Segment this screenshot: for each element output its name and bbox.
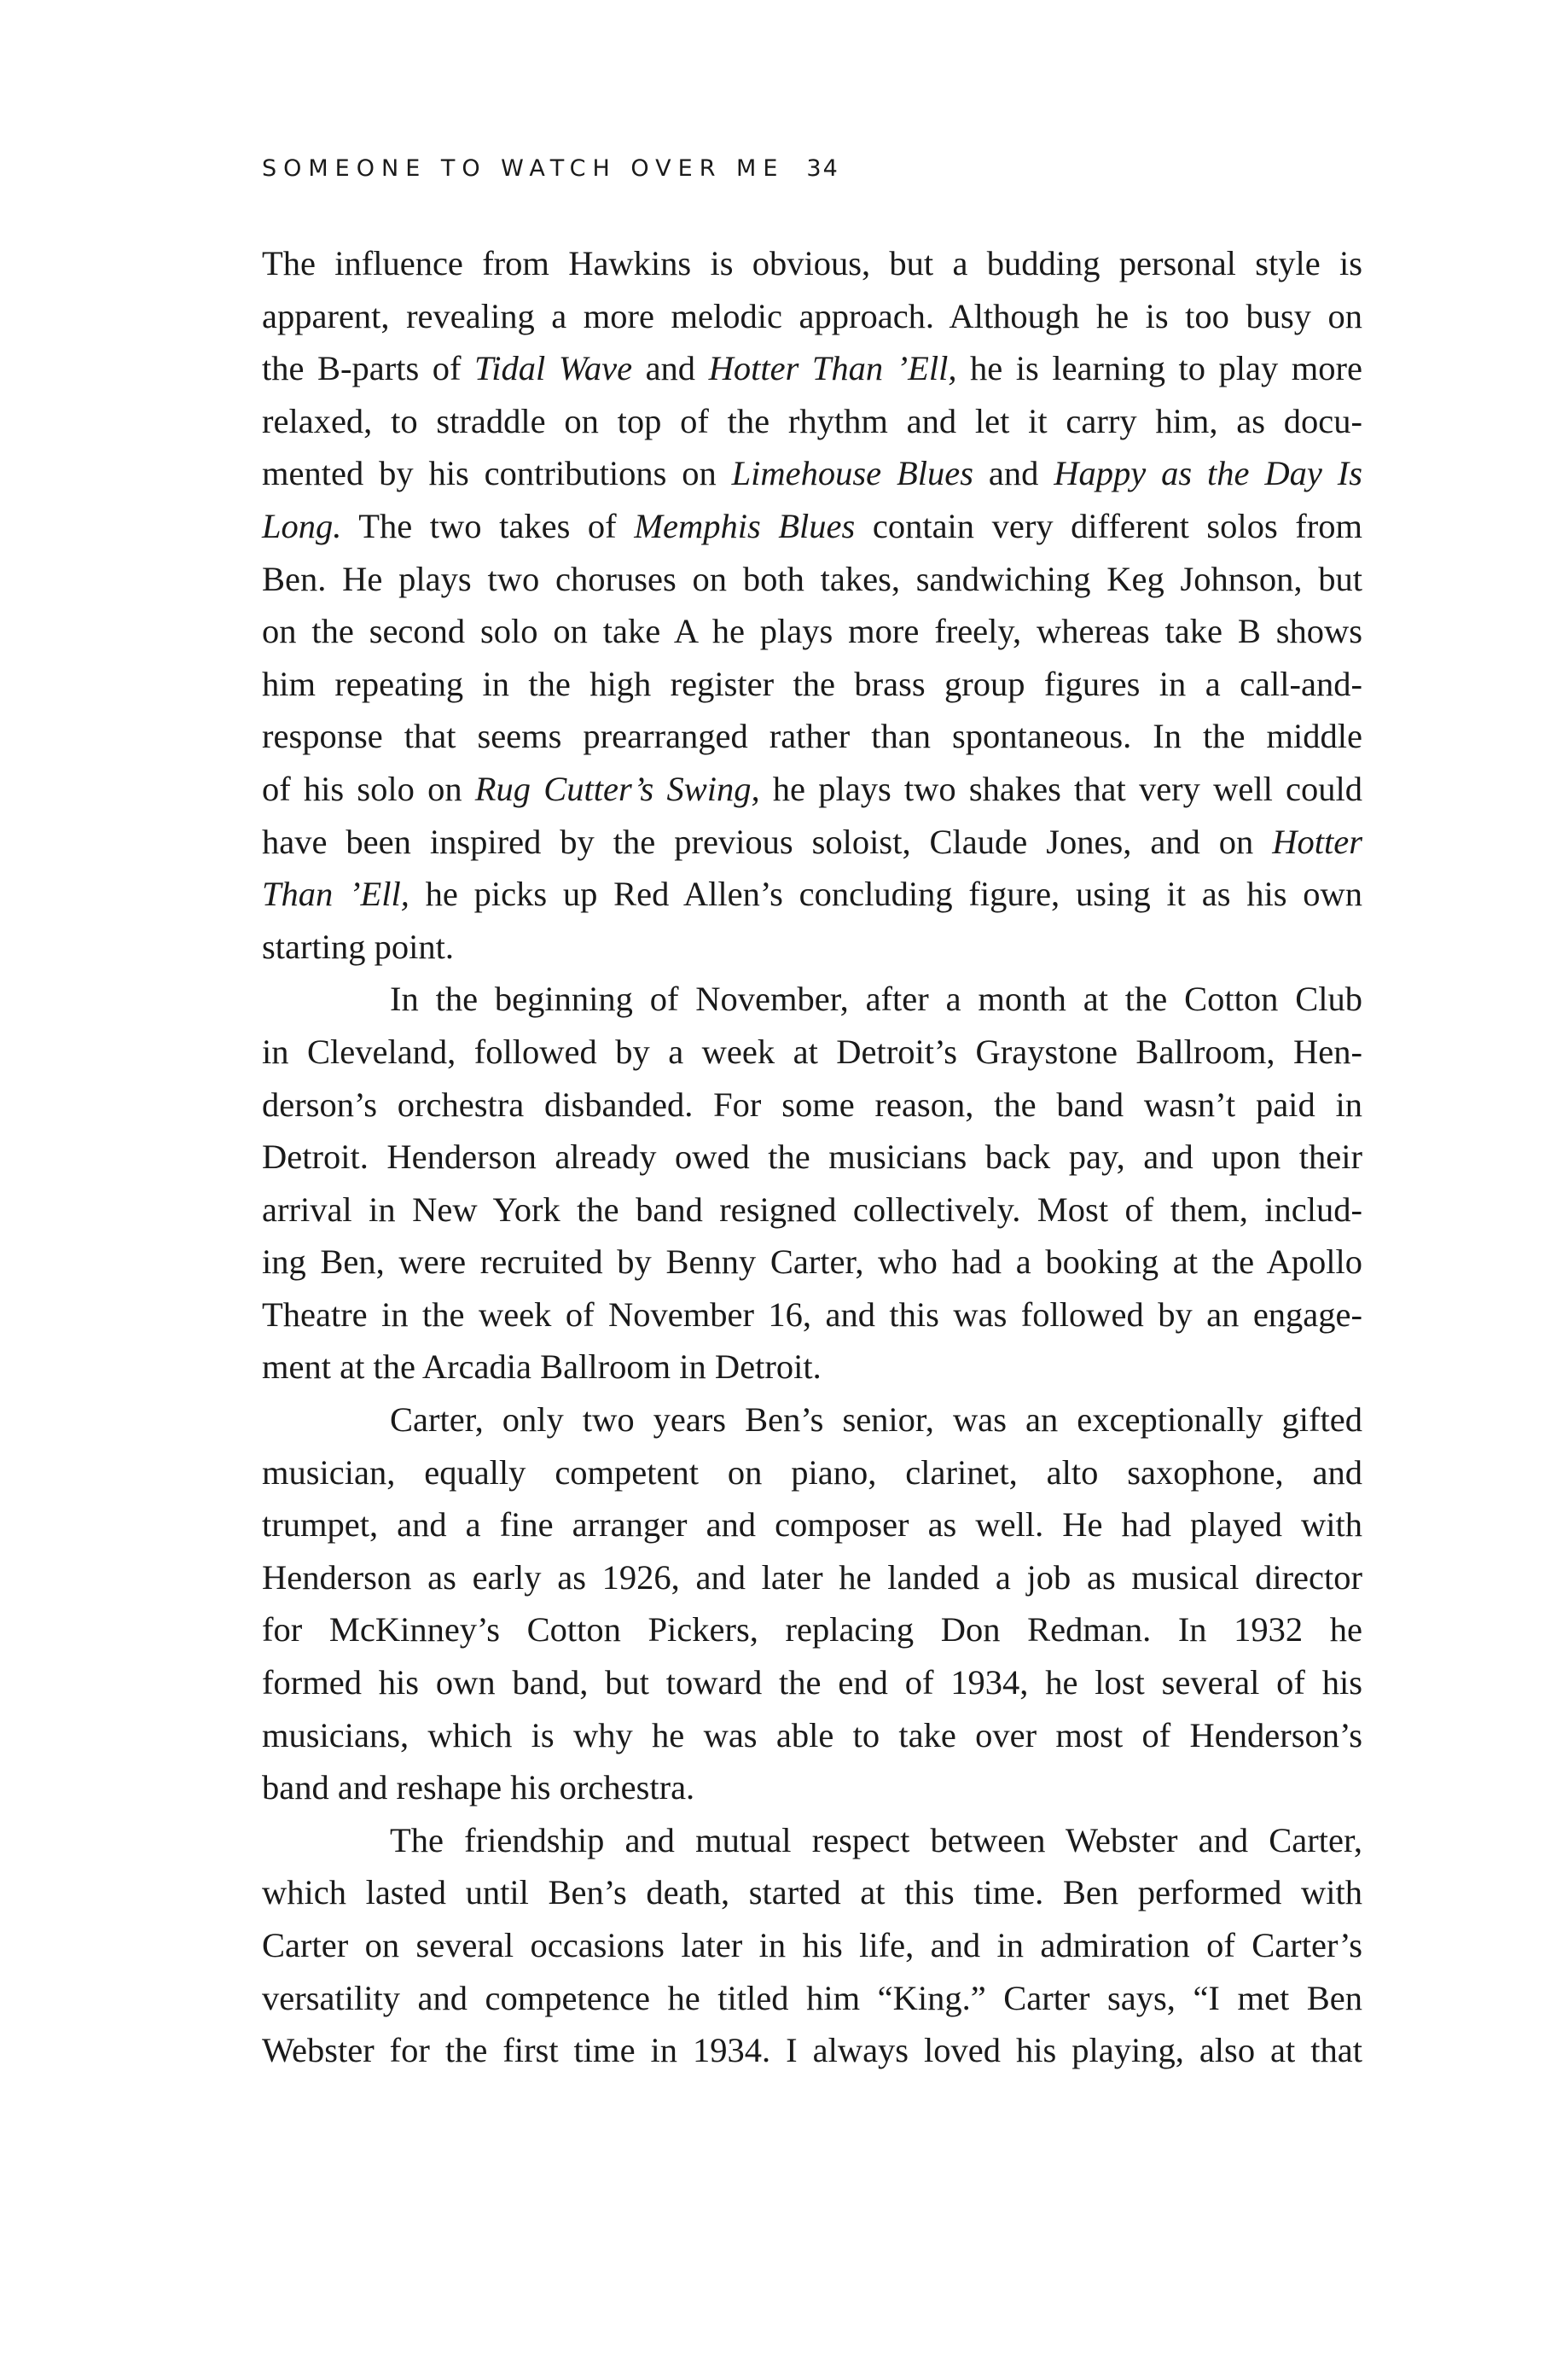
- text-line: [262, 1656, 1362, 1709]
- italic-title: Than ’Ell,: [262, 875, 409, 914]
- text-line: [262, 816, 1362, 869]
- text-line: [262, 342, 1362, 395]
- text-line: [262, 1866, 1362, 1919]
- text-run: trumpet, and a fine arranger and composer as well. He had played with: [262, 1505, 1362, 1545]
- text-run: derson’s orchestra disbanded. For some reason, the band wasn’t paid in: [262, 1085, 1362, 1124]
- text-run: have been inspired by the previous soloist, Claude Jones, and on: [262, 822, 1273, 861]
- text-run: he picks up Red Allen’s concluding figure, using it as his own: [409, 875, 1362, 914]
- text-run: The two takes of: [341, 506, 635, 545]
- text-run: formed his own band, but toward the end of 1934, he lost several of his: [262, 1663, 1362, 1702]
- italic-title: Tidal Wave: [474, 349, 633, 388]
- text-run: Carter on several occasions later in his life, and in admiration of Carter’s: [262, 1926, 1362, 1964]
- text-line: [262, 553, 1362, 606]
- text-run: response that seems prearranged rather than spontaneous. In the middle: [262, 717, 1362, 756]
- text-run: starting point.: [262, 927, 454, 966]
- text-line: [262, 1079, 1362, 1132]
- text-run: he plays two shakes that very well could: [759, 769, 1363, 808]
- text-run: ment at the Arcadia Ballroom in Detroit.: [262, 1347, 822, 1387]
- text-line: [262, 395, 1362, 448]
- paragraph: [262, 1393, 1362, 1814]
- text-line: [262, 1446, 1362, 1499]
- text-line: [262, 290, 1362, 343]
- running-title: SOMEONE TO WATCH OVER ME: [262, 155, 785, 182]
- text-run: on the second solo on take A he plays more freely, whereas take B shows: [262, 612, 1362, 651]
- text-run: contain very different solos from: [855, 506, 1363, 545]
- text-line: [262, 1289, 1362, 1341]
- text-run: Theatre in the week of November 16, and this was followed by an engage-: [262, 1295, 1362, 1334]
- italic-title: Hotter Than ’Ell,: [708, 349, 957, 388]
- text-run: the B-parts of: [262, 349, 475, 388]
- italic-title: Limehouse Blues: [731, 454, 974, 493]
- text-run: of his solo on: [262, 769, 475, 808]
- italic-title: Long.: [262, 506, 342, 545]
- text-run: in Cleveland, followed by a week at Detroit’s Graystone Ballroom, Hen-: [262, 1032, 1362, 1071]
- text-run: for McKinney’s Cotton Pickers, replacing Don Redman. In 1932 he: [262, 1610, 1362, 1649]
- text-line: [262, 237, 1362, 290]
- text-line: [262, 921, 1362, 974]
- text-line: [262, 973, 1362, 1026]
- text-line: [262, 2024, 1362, 2077]
- text-line: [262, 1184, 1362, 1236]
- text-line: [262, 1393, 1362, 1446]
- italic-title: Memphis Blues: [634, 506, 856, 545]
- text-run: arrival in New York the band resigned collectively. Most of them, includ-: [262, 1190, 1362, 1229]
- paragraph: [262, 973, 1362, 1393]
- text-run: Webster for the first time in 1934. I always loved his playing, also at that: [262, 2031, 1362, 2070]
- italic-title: Happy as the Day Is: [1054, 454, 1363, 493]
- text-line: [262, 1341, 1362, 1393]
- text-line: [262, 1814, 1362, 1867]
- text-line: [262, 763, 1362, 816]
- text-line: [262, 1919, 1362, 1972]
- text-line: [262, 1551, 1362, 1604]
- text-run: In the beginning of November, after a month at the Cotton Club: [390, 980, 1362, 1019]
- running-head: [262, 155, 839, 182]
- body-text: [262, 237, 1362, 2077]
- text-run: band and reshape his orchestra.: [262, 1768, 695, 1807]
- text-run: apparent, revealing a more melodic approach. Although he is too busy on: [262, 296, 1362, 335]
- text-line: [262, 1972, 1362, 2025]
- text-line: [262, 1603, 1362, 1656]
- paragraph: [262, 237, 1362, 973]
- text-run: he is learning to play more: [956, 349, 1363, 388]
- text-line: [262, 868, 1362, 921]
- text-run: versatility and competence he titled him “King.” Carter says, “I met Ben: [262, 1978, 1362, 2017]
- text-line: [262, 1026, 1362, 1079]
- text-run: relaxed, to straddle on top of the rhythm and let it carry him, as docu-: [262, 401, 1362, 440]
- text-run: him repeating in the high register the brass group figures in a call-and-: [262, 664, 1362, 703]
- text-line: [262, 710, 1362, 763]
- text-run: musician, equally competent on piano, clarinet, alto saxophone, and: [262, 1452, 1362, 1492]
- text-line: [262, 1498, 1362, 1551]
- text-line: [262, 1709, 1362, 1762]
- text-run: and: [632, 349, 709, 388]
- text-run: Carter, only two years Ben’s senior, was an exceptionally gifted: [390, 1400, 1362, 1440]
- text-line: [262, 1236, 1362, 1289]
- italic-title: Rug Cutter’s Swing,: [474, 769, 760, 808]
- text-run: ing Ben, were recruited by Benny Carter, who had a booking at the Apollo: [262, 1242, 1362, 1282]
- text-line: [262, 500, 1362, 553]
- italic-title: Hotter: [1272, 822, 1362, 861]
- text-line: [262, 1761, 1362, 1814]
- text-run: and: [973, 454, 1054, 493]
- text-run: musicians, which is why he was able to take over most of Henderson’s: [262, 1715, 1362, 1754]
- text-line: [262, 447, 1362, 500]
- text-line: [262, 658, 1362, 711]
- text-run: The influence from Hawkins is obvious, but a budding personal style is: [262, 244, 1362, 282]
- text-run: which lasted until Ben’s death, started at this time. Ben performed with: [262, 1873, 1362, 1912]
- paragraph: [262, 1814, 1362, 2077]
- text-run: The friendship and mutual respect between Webster and Carter,: [390, 1820, 1362, 1859]
- page-number: 34: [806, 155, 839, 182]
- text-run: mented by his contributions on: [262, 454, 732, 493]
- text-run: Ben. He plays two choruses on both takes, sandwiching Keg Johnson, but: [262, 559, 1362, 598]
- text-line: [262, 605, 1362, 658]
- text-run: Detroit. Henderson already owed the musicians back pay, and upon their: [262, 1137, 1362, 1177]
- text-run: Henderson as early as 1926, and later he landed a job as musical director: [262, 1557, 1362, 1597]
- text-line: [262, 1131, 1362, 1184]
